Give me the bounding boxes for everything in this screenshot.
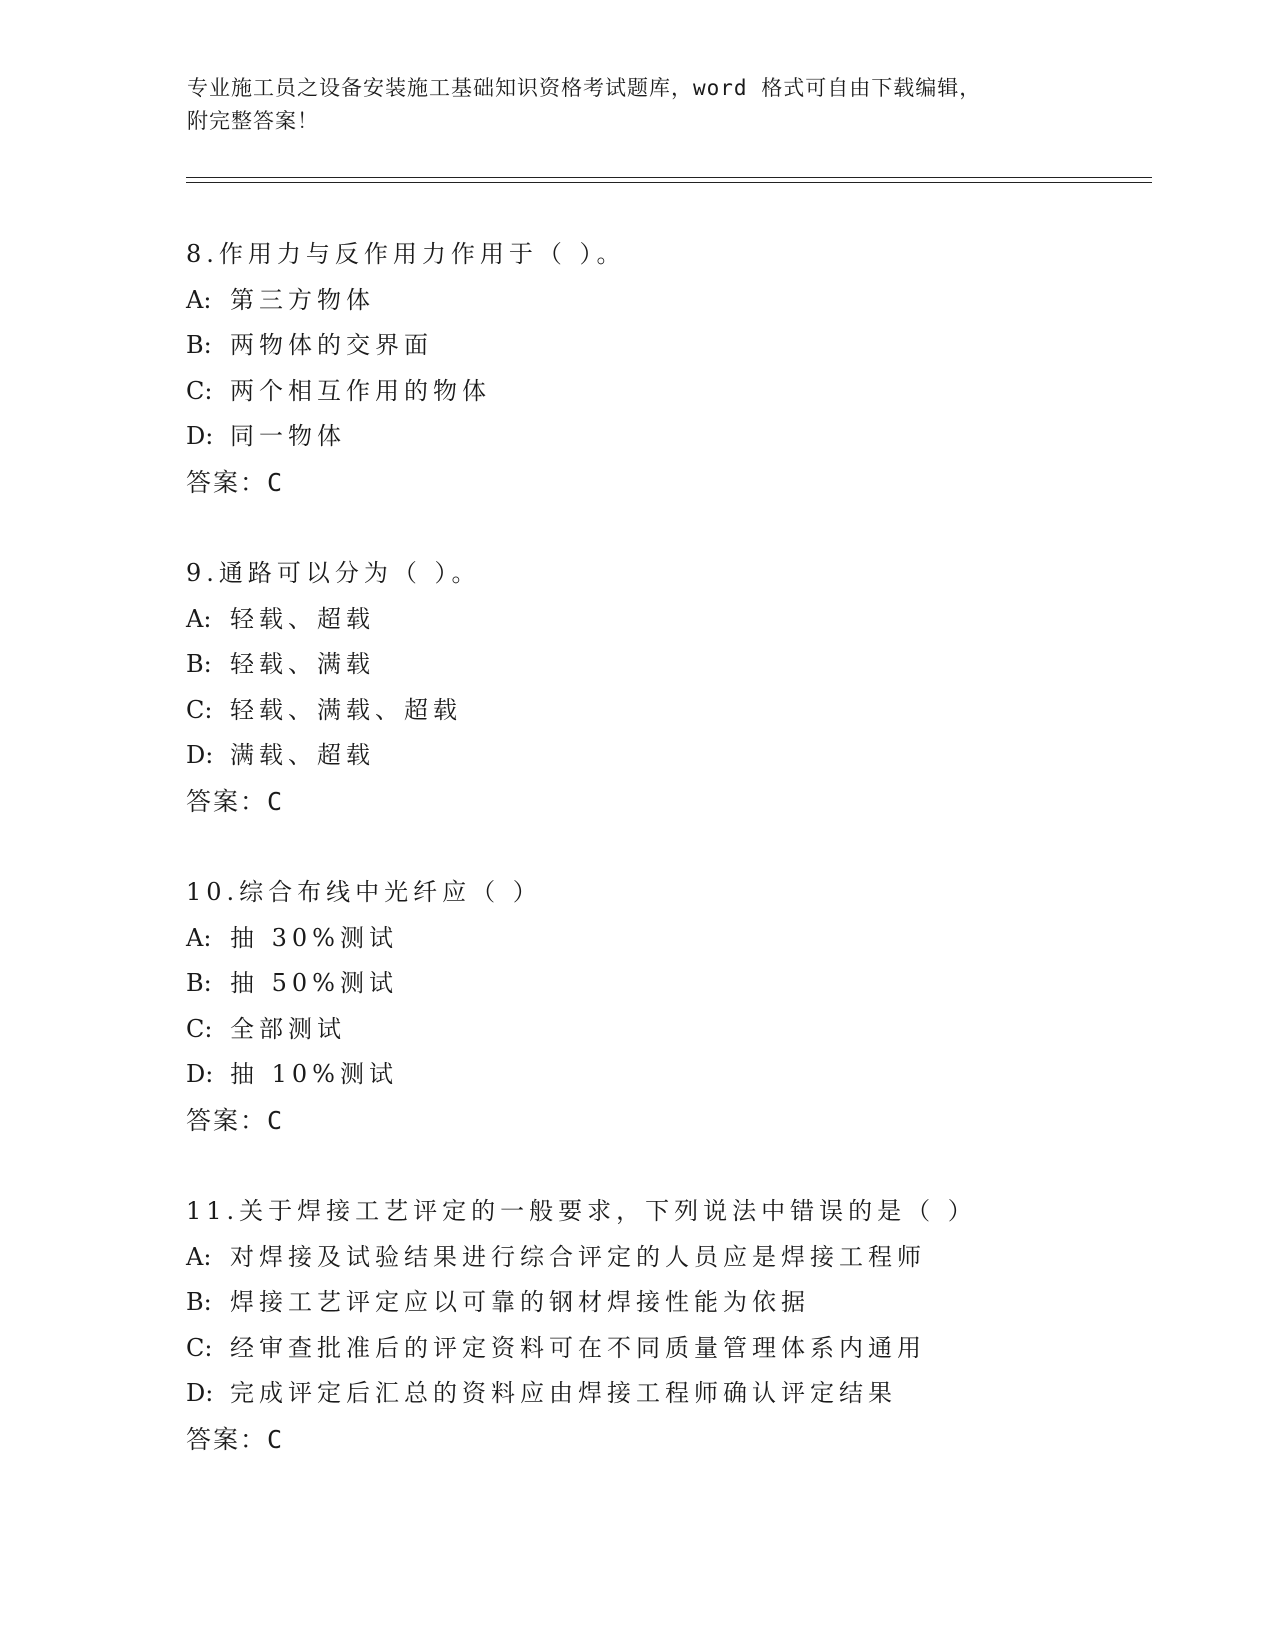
option-d <box>186 414 1146 460</box>
option-key: C: <box>186 376 213 405</box>
option-text: 经审查批准后的评定资料可在不同质量管理体系内通用 <box>230 1333 926 1362</box>
option-a <box>186 1235 1146 1281</box>
header-line-2: 附完整答案！ <box>187 109 319 133</box>
option-text: 对焊接及试验结果进行综合评定的人员应是焊接工程师 <box>230 1242 926 1271</box>
option-text: 完成评定后汇总的资料应由焊接工程师确认评定结果 <box>230 1379 897 1407</box>
option-b <box>186 323 1146 369</box>
question-block <box>186 870 1146 1143</box>
option-b <box>186 642 1146 688</box>
option-c <box>186 688 1146 734</box>
answer-line: 答案：C <box>186 467 285 497</box>
option-key: D: <box>186 422 214 450</box>
option-key: A: <box>186 604 212 633</box>
option-text: 两物体的交界面 <box>230 331 433 359</box>
option-key: A: <box>186 285 212 314</box>
option-text: 轻载、满载、超载 <box>230 695 462 724</box>
option-key: B: <box>186 650 212 678</box>
option-a <box>186 916 1146 962</box>
answer-line: 答案：C <box>186 1424 285 1454</box>
option-key: C: <box>186 1333 213 1362</box>
header-divider-top <box>186 177 1152 178</box>
header-divider-bottom <box>186 182 1152 183</box>
option-d <box>186 1371 1146 1417</box>
option-key: B: <box>186 1288 212 1316</box>
option-text: 第三方物体 <box>230 285 375 314</box>
question-block <box>186 232 1146 505</box>
option-text: 轻载、超载 <box>230 604 375 633</box>
question-block <box>186 1189 1146 1462</box>
answer-line: 答案：C <box>186 786 285 816</box>
option-key: B: <box>186 331 212 359</box>
question-stem: 10.综合布线中光纤应（ ） <box>186 878 542 906</box>
option-text: 抽 10%测试 <box>230 1060 398 1088</box>
document-header <box>187 72 1087 138</box>
option-text: 抽 30%测试 <box>230 923 398 952</box>
option-key: D: <box>186 1379 214 1407</box>
option-key: D: <box>186 1060 214 1088</box>
option-key: D: <box>186 741 214 769</box>
option-c <box>186 369 1146 415</box>
option-text: 两个相互作用的物体 <box>230 376 491 405</box>
question-stem: 8.作用力与反作用力作用于（ ）。 <box>186 240 626 268</box>
option-key: C: <box>186 695 213 724</box>
answer-line: 答案：C <box>186 1105 285 1135</box>
option-a <box>186 597 1146 643</box>
option-b <box>186 961 1146 1007</box>
question-block <box>186 551 1146 824</box>
option-text: 焊接工艺评定应以可靠的钢材焊接性能为依据 <box>230 1288 810 1316</box>
option-key: A: <box>186 923 212 952</box>
option-text: 轻载、满载 <box>230 650 375 678</box>
option-key: C: <box>186 1014 213 1043</box>
option-key: A: <box>186 1242 212 1271</box>
option-d <box>186 733 1146 779</box>
option-c <box>186 1326 1146 1372</box>
header-line-1: 专业施工员之设备安装施工基础知识资格考试题库，word 格式可自由下载编辑， <box>187 76 982 100</box>
option-text: 抽 50%测试 <box>230 969 398 997</box>
option-a <box>186 278 1146 324</box>
option-c <box>186 1007 1146 1053</box>
option-d <box>186 1052 1146 1098</box>
option-key: B: <box>186 969 212 997</box>
question-stem: 9.通路可以分为（ ）。 <box>186 559 481 587</box>
question-stem: 11.关于焊接工艺评定的一般要求，下列说法中错误的是（ ） <box>186 1197 977 1225</box>
option-text: 同一物体 <box>230 422 346 450</box>
option-b <box>186 1280 1146 1326</box>
option-text: 全部测试 <box>230 1014 346 1043</box>
option-text: 满载、超载 <box>230 741 375 769</box>
